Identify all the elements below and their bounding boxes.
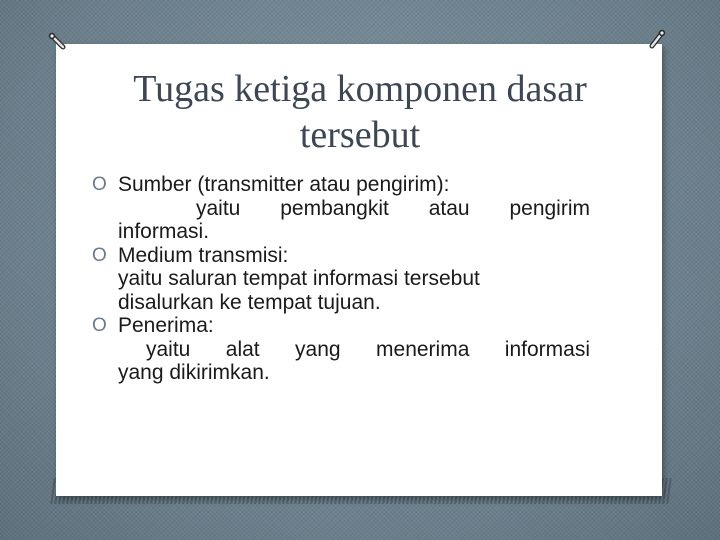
slide-title-line-1: Tugas ketiga komponen dasar — [133, 68, 587, 110]
slide-title — [70, 66, 650, 158]
slide-title-line-2: tersebut — [299, 114, 421, 156]
bullet-icon: O — [92, 244, 107, 266]
bullet-icon: O — [92, 174, 107, 195]
pushpin-right-icon — [646, 28, 668, 50]
item-heading: Penerima: — [118, 314, 214, 337]
item-heading: Medium transmisi: — [118, 243, 289, 267]
pushpin-left-icon — [46, 30, 68, 52]
list-item-medium — [92, 243, 590, 315]
bullet-icon: O — [92, 315, 107, 336]
item-description-line: yaitu alat yang menerima informasi — [146, 337, 590, 361]
list-item-penerima — [92, 314, 590, 385]
item-description-line: yaitu pembangkit atau pengirim — [196, 196, 590, 220]
item-description-line: yaitu saluran tempat informasi tersebut — [118, 267, 480, 290]
item-heading: Sumber (transmitter atau pengirim): — [118, 173, 450, 196]
item-description-line: yang dikirimkan. — [118, 361, 270, 384]
item-description-line: disalurkan ke tempat tujuan. — [118, 290, 381, 314]
list-item-sumber — [92, 173, 590, 244]
slide-body — [92, 173, 590, 385]
item-description-line: informasi. — [118, 220, 210, 243]
